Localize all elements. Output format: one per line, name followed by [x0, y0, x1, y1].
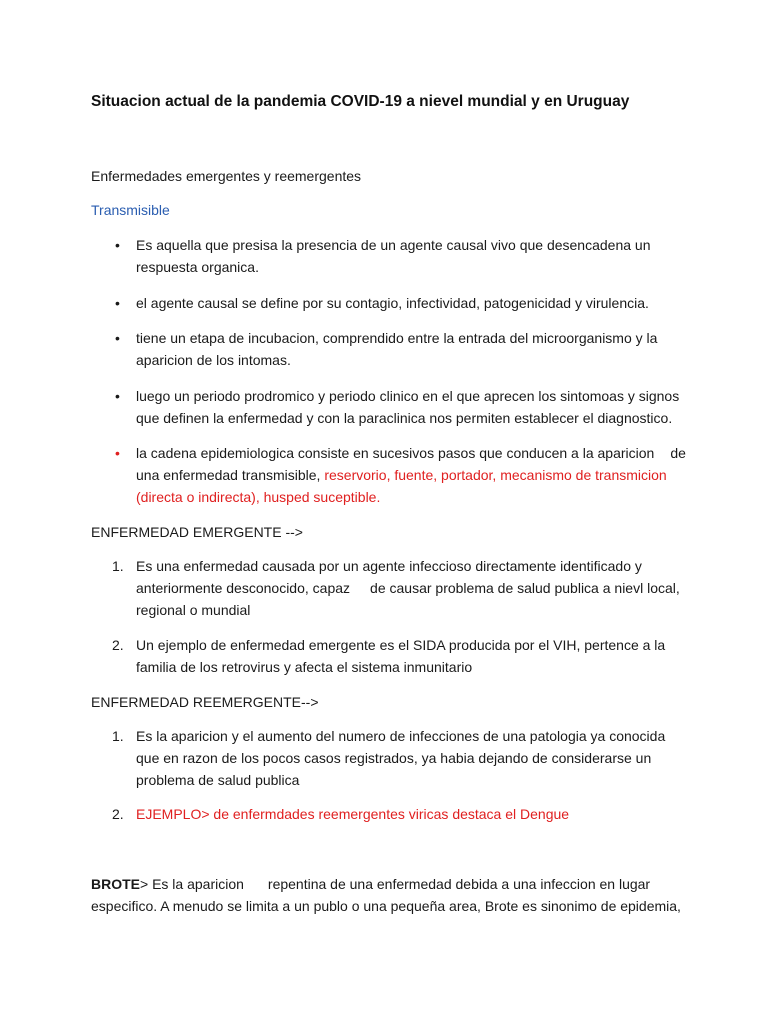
- list-item: [91, 725, 691, 791]
- item-text: problema de salud publica: [136, 772, 300, 788]
- section-subtitle: Enfermedades emergentes y reemergentes: [91, 168, 362, 184]
- transmisible-list: [91, 292, 691, 314]
- brote-label: BROTE: [91, 876, 140, 892]
- bullet-text: aparicion de los intomas.: [136, 352, 291, 368]
- list-item: [91, 234, 691, 278]
- list-number: 2.: [112, 637, 124, 653]
- item-text: de causar problema de salud publica a nievl local,: [370, 580, 680, 596]
- bullet-text: Es aquella que presisa la presencia de un agente causal vivo que desencadena un: [136, 237, 651, 253]
- reemergente-list: [91, 725, 691, 791]
- list-item: [91, 442, 691, 508]
- bullet-icon: •: [115, 295, 120, 311]
- bullet-text: luego un periodo prodromico y periodo clinico en el que aprecen los sintomoas y signos: [136, 388, 680, 404]
- emergente-list: [91, 634, 691, 678]
- brote-paragraph: [91, 873, 691, 917]
- list-item: [91, 555, 691, 621]
- brote-text: especifico. A menudo se limita a un publo o una pequeña area, Brote es sinonimo de epidemia,: [91, 898, 681, 914]
- transmisible-heading: Transmisible: [91, 202, 170, 218]
- bullet-icon: •: [115, 237, 120, 253]
- bullet-text: la cadena epidemiologica consiste en sucesivos pasos que conducen a la aparicion: [136, 445, 655, 461]
- bullet-icon: •: [115, 330, 120, 346]
- transmisible-list: [91, 234, 691, 278]
- item-text: Un ejemplo de enfermedad emergente es el SIDA producida por el VIH, pertence a la: [136, 637, 666, 653]
- bullet-text: respuesta organica.: [136, 259, 259, 275]
- list-item: [91, 634, 691, 678]
- bullet-text: de: [670, 445, 686, 461]
- list-number: 2.: [112, 806, 124, 822]
- brote-text: > Es la aparicion: [140, 876, 244, 892]
- page-title: Situacion actual de la pandemia COVID-19 a nievel mundial y en Uruguay: [91, 93, 630, 110]
- item-text: anteriormente desconocido, capaz: [136, 580, 351, 596]
- bullet-text: que definen la enfermedad y con la paraclinica nos permiten establecer el diagnostico.: [136, 410, 673, 426]
- item-text: familia de los retrovirus y afecta el sistema inmunitario: [136, 659, 473, 675]
- list-number: 1.: [112, 558, 124, 574]
- item-text: Es una enfermedad causada por un agente infeccioso directamente identificado y: [136, 558, 642, 574]
- bullet-text: el agente causal se define por su contagio, infectividad, patogenicidad y virulencia.: [136, 295, 649, 311]
- reemergente-heading: ENFERMEDAD REEMERGENTE-->: [91, 694, 319, 710]
- transmisible-list: [91, 327, 691, 371]
- transmisible-list: [91, 442, 691, 508]
- bullet-text: una enfermedad transmisible,: [136, 467, 325, 483]
- emergente-heading: ENFERMEDAD EMERGENTE -->: [91, 524, 303, 540]
- list-number: 1.: [112, 728, 124, 744]
- item-text: Es la aparicion y el aumento del numero de infecciones de una patologia ya conocida: [136, 728, 666, 744]
- transmisible-list: [91, 385, 691, 429]
- list-item: [91, 385, 691, 429]
- reemergente-list: [91, 803, 691, 825]
- brote-text: repentina de una enfermedad debida a una infeccion en lugar: [267, 876, 651, 892]
- list-item: [91, 292, 691, 314]
- item-text: regional o mundial: [136, 602, 251, 618]
- highlighted-text: (directa o indirecta), husped suceptible.: [136, 489, 381, 505]
- item-text: que en razon de los pocos casos registrados, ya habia dejando de considerarse un: [136, 750, 652, 766]
- highlighted-text: EJEMPLO> de enfermdades reemergentes viricas destaca el Dengue: [136, 806, 570, 822]
- highlighted-text: reservorio, fuente, portador, mecanismo de transmicion: [324, 467, 667, 483]
- list-item: [91, 327, 691, 371]
- bullet-text: tiene un etapa de incubacion, comprendido entre la entrada del microorganismo y la: [136, 330, 658, 346]
- emergente-list: [91, 555, 691, 621]
- bullet-icon: •: [115, 388, 120, 404]
- bullet-icon: •: [115, 445, 120, 461]
- list-item: [91, 803, 691, 825]
